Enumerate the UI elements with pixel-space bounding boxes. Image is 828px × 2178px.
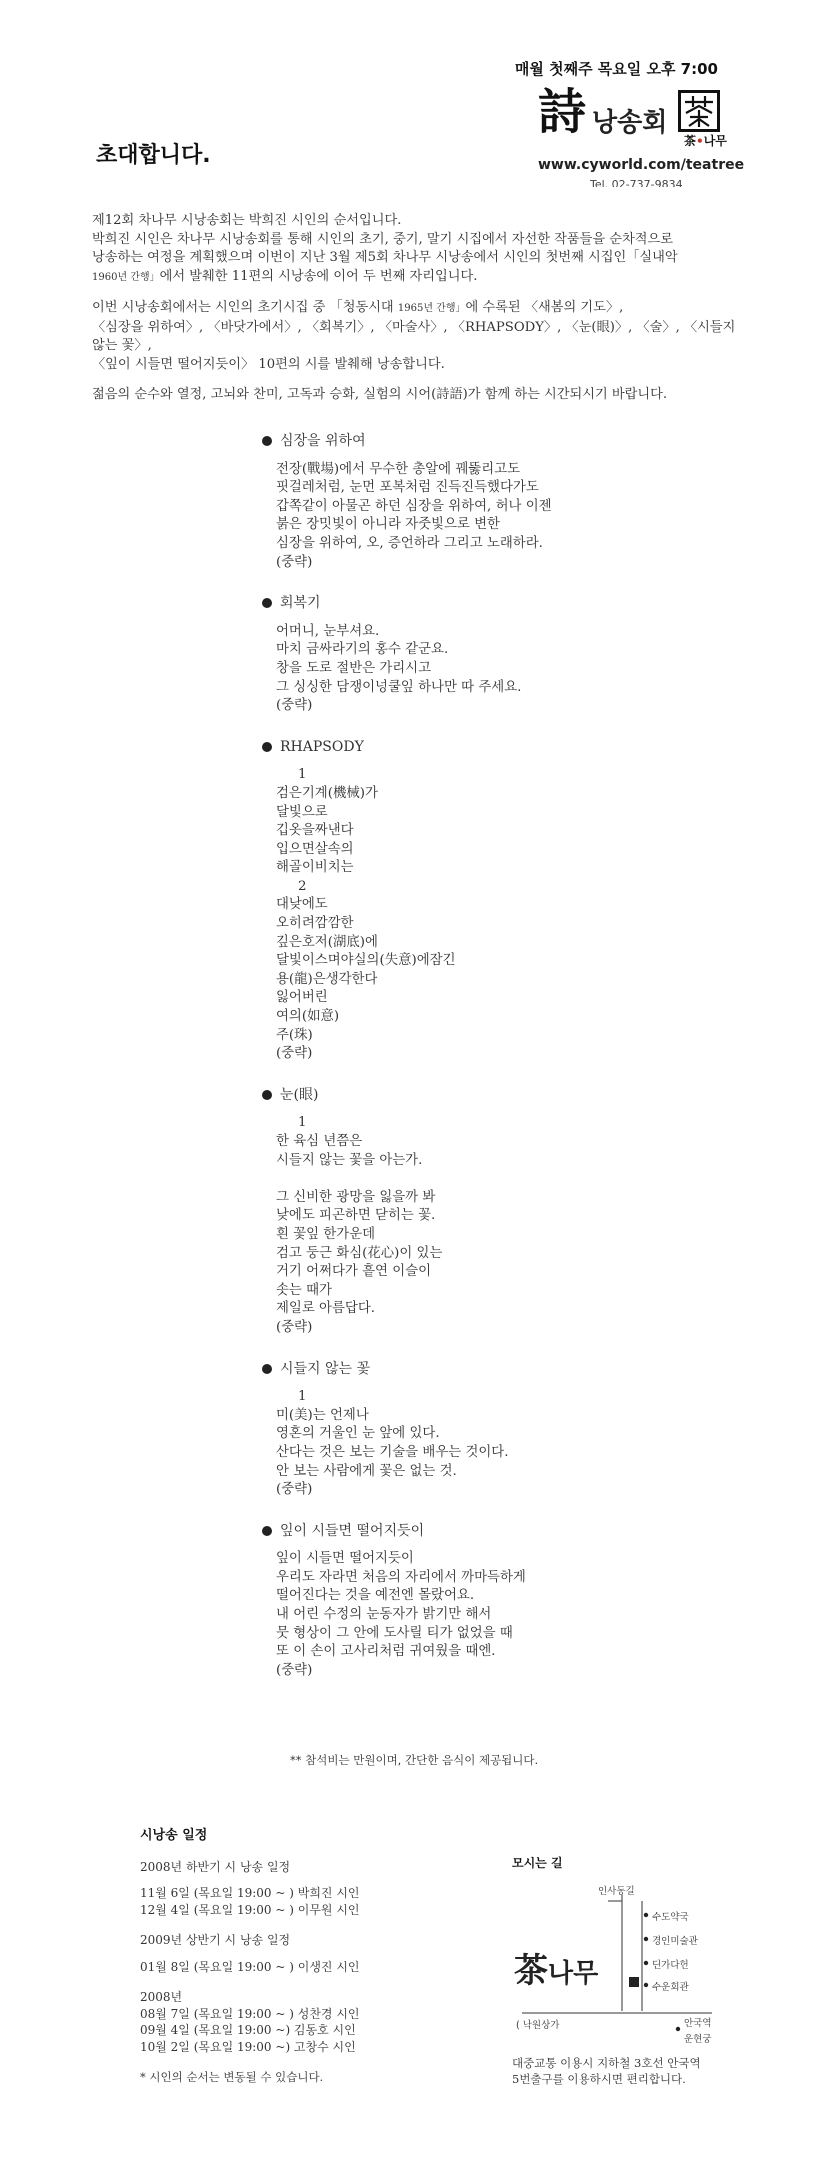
poem-line: 산다는 것은 보는 기술을 배우는 것이다. [276,1444,509,1460]
logo-subtitle: 茶•나무 [684,134,727,148]
poem-line: 여의(如意) [276,1009,340,1025]
poem-line: 우리도 자라면 처음의 자리에서 까마득하게 [276,1569,526,1585]
poem-line: 붉은 장밋빛이 아니라 자줏빛으로 변한 [276,517,500,533]
poem-line: (중략) [276,1046,313,1062]
poem-line: 갑쪽같이 아물곤 하던 심장을 위하여, 허나 이젠 [276,498,552,514]
poem-line: 떨어진다는 것을 예전엔 몰랐어요. [276,1588,475,1604]
poem-title: 심장을 위하여 [262,432,722,451]
map-label-market: ( 낙원상가 [516,2020,560,2031]
intro-paragraph-2: 이번 시낭송회에서는 시인의 초기시집 중 「청동시대 1965년 간행」에 수록된 〈새봄의 기도〉, 〈심장을 위하여〉, 〈바닷가에서〉, 〈회복기〉, 〈마술사〉, 〈RHAPSODY〉, 〈눈(眼)〉, 〈술〉, 〈시들지 않는 꽃〉, 〈잎이 시들면 떨어지듯이〉 10편의 시를 발췌해 낭송합니다. [92,300,736,372]
poem-line: 2 [298,878,307,894]
poem-line: 오히려깜깜한 [276,916,354,932]
poem-block [262,738,722,1064]
poem-line: 시들지 않는 꽃을 아는가. [276,1152,423,1168]
poem-line: 한 육심 년쯤은 [276,1134,363,1149]
seal-icon [678,90,720,132]
poem-line: 검은기계(機械)가 [276,785,378,801]
poem-line: (중략) [276,1319,313,1335]
schedule-group-later: 2008년 08월 7일 (목요일 19:00 ~ ) 성찬경 시인 09월 4일 (목요일 19:00 ~) 김동호 시인 10월 2일 (목요일 19:00 ~) 고창수 시인 [140,1989,460,2055]
map-label-pharmacy: 수도약국 [652,1912,689,1923]
poem-title: 시들지 않는 꽃 [262,1360,722,1379]
poem-body [262,623,722,716]
poem-line: 전장(戰場)에서 무수한 총알에 꿰뚫리고도 [276,461,521,477]
poem-line: 흰 꽃잎 한가운데 [276,1226,376,1242]
website-url: www.cyworld.com/teatree [538,157,745,173]
schedule-item: 01월 8일 (목요일 19:00 ~ ) 이생진 시인 [140,1959,360,1974]
bullet-icon [262,1364,272,1374]
poem-list [262,432,722,1702]
schedule-note: * 시인의 순서는 변동될 수 있습니다. [140,2070,324,2084]
fee-note: ** 참석비는 만원이며, 간단한 음식이 제공됩니다. [290,1753,539,1767]
poem-line: 또 이 손이 고사리처럼 귀여웠을 때엔. [276,1644,496,1660]
bullet-icon [262,436,272,446]
poem-line: 영혼의 거울인 눈 앞에 있다. [276,1426,440,1442]
poem-line: 검고 둥근 화심(花心)이 있는 [276,1245,443,1261]
poem-body [262,461,722,573]
intro-text [92,212,752,417]
poem-line: 1 [298,1389,307,1405]
schedule-group-2009: 2009년 상반기 시 낭송 일정 01월 8일 (목요일 19:00 ~ ) 이생진 시인 [140,1932,460,1975]
poem-line: 마치 금싸라기의 홍수 같군요. [276,642,449,658]
directions [512,1854,762,2087]
poem-line: 그 싱싱한 담쟁이넝쿨잎 하나만 따 주세요. [276,679,522,695]
poem-body [262,1550,722,1680]
phone-number: Tel. 02-737-9834 [590,178,683,187]
map-label-palace: 운현궁 [684,2034,712,2045]
schedule-item: 11월 6일 (목요일 19:00 ~ ) 박희진 시인 [140,1886,360,1900]
poem-block [262,1086,722,1338]
poem-line: 달빛이스며야실의(失意)에잠긴 [276,953,456,969]
poem-line: 미(美)는 언제나 [276,1407,369,1423]
bullet-icon [262,1526,272,1536]
poem-title: 회복기 [262,594,722,613]
schedule-item: 10월 2일 (목요일 19:00 ~) 고창수 시인 [140,2039,356,2054]
poem-line: 낮에도 피곤하면 닫히는 꽃. [276,1208,436,1224]
poem-line: 잃어버린 [276,990,328,1006]
map-label-hall: 수운회관 [652,1982,689,1993]
event-schedule-line: 매월 첫째주 목요일 오후 7:00 [514,60,718,78]
schedule-item: 12월 4일 (목요일 19:00 ~ ) 이무원 시인 [140,1902,360,1917]
poem-line: 대낮에도 [276,897,328,913]
bullet-icon [262,1090,272,1100]
poem-line: 그 신비한 광망을 잃을까 봐 [276,1189,436,1205]
schedule-item: 08월 7일 (목요일 19:00 ~ ) 성찬경 시인 [140,2006,360,2021]
bullet-icon [262,742,272,752]
map-label-gallery: 경인미술관 [652,1936,698,1947]
poem-line: 주(珠) [276,1027,313,1043]
poem-line: 잎이 시들면 떨어지듯이 [276,1551,414,1567]
logo-poem-char: 詩 [538,84,587,140]
intro-paragraph-1: 제12회 차나무 시낭송회는 박희진 시인의 순서입니다. 박희진 시인은 차나무 시낭송회를 통해 시인의 초기, 중기, 말기 시집에서 자선한 작품들을 순차적으로 낭송하는 여정을 계획했으며 이번이 지난 3월 제5회 차나무 시낭송에서 시인의 첫번째 시집인「실내악 1960년 간행」에서 발췌한 11편의 시낭송에 이어 두 번째 자리입니다. [92,213,678,284]
schedule-title: 시낭송 일정 [140,1828,208,1843]
poem-line: 어머니, 눈부셔요. [276,623,380,639]
logo-name: 낭송회 [592,108,668,138]
schedule-item: 09월 4일 (목요일 19:00 ~) 김동호 시인 [140,2023,356,2037]
directions-text: 대중교통 이용시 지하철 3호선 안국역 5번출구를 이용하시면 편리합니다. [512,2056,701,2086]
bullet-icon [262,598,272,608]
poem-line: 입으면살속의 [276,841,354,857]
map-logo: 茶나무 [514,1951,599,1991]
location-map [512,1881,762,2051]
map-label-station: 안국역 [684,2018,712,2029]
teahouse-marker [629,1977,639,1987]
poem-block [262,432,722,572]
poem-line: 솟는 때가 [276,1282,332,1298]
poem-block [262,1360,722,1500]
map-label-insadong: 인사동길 [598,1886,635,1897]
poem-title: RHAPSODY [262,738,722,757]
poem-line: 제일로 아름답다. [276,1301,376,1317]
poem-line: 뭇 형상이 그 안에 도사릴 티가 없었을 때 [276,1625,513,1641]
poem-line: 해골이비치는 [276,860,354,876]
poem-line: 깊은호저(湖底)에 [276,934,378,950]
logo [538,84,728,150]
poem-line: 핏걸레처럼, 눈먼 포복처럼 진득진득했다가도 [276,480,539,496]
poem-body [262,766,722,1064]
poem-line: (중략) [276,554,313,570]
page-title: 초대합니다. [96,143,211,168]
poem-line [276,1170,722,1189]
poem-line: 1 [298,1115,307,1131]
poem-line: 심장을 위하여, 오, 증언하라 그리고 노래하라. [276,535,543,551]
poem-body [262,1114,722,1337]
map-label-teahouse: 딘가다헌 [652,1960,689,1971]
poem-line: 달빛으로 [276,804,328,820]
poem-line: 용(龍)은생각한다 [276,971,378,987]
intro-paragraph-3: 젊음의 순수와 열정, 고뇌와 찬미, 고독과 승화, 실험의 시어(詩語)가 함께 하는 시간되시기 바랍니다. [92,387,668,402]
poem-line: (중략) [276,698,313,714]
poem-line: 내 어린 수정의 눈동자가 밝기만 해서 [276,1607,492,1623]
poem-body [262,1388,722,1500]
poem-line: (중략) [276,1482,313,1498]
poem-line: 창을 도로 절반은 가리시고 [276,660,432,676]
directions-title: 모시는 길 [512,1856,563,1870]
poem-line: 깁옷을짜낸다 [276,823,354,839]
poem-line: 거기 어쩌다가 흩연 이슬이 [276,1264,432,1280]
reading-schedule [140,1828,460,2086]
poem-title: 눈(眼) [262,1086,722,1105]
schedule-group-2008: 2008년 하반기 시 낭송 일정 11월 6일 (목요일 19:00 ~ ) 박희진 시인 12월 4일 (목요일 19:00 ~ ) 이무원 시인 [140,1859,460,1919]
poem-title: 잎이 시들면 떨어지듯이 [262,1522,722,1541]
poem-line: (중략) [276,1662,313,1678]
poem-line: 안 보는 사람에게 꽃은 없는 것. [276,1463,457,1479]
poem-line: 1 [298,767,307,783]
poem-block [262,1522,722,1681]
poem-block [262,594,722,716]
